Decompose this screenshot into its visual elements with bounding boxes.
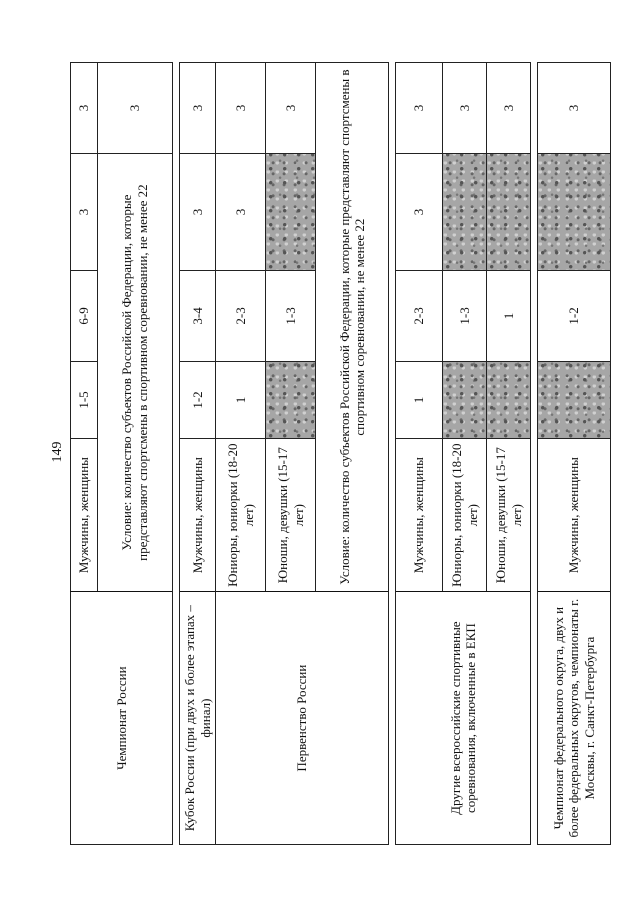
group-cell: Юниоры, юниорки (18-20 лет) — [216, 439, 266, 592]
place-cell: 3 — [98, 63, 173, 154]
place-cell: 3 — [487, 63, 531, 154]
event-name: Первенство России — [216, 592, 389, 845]
group-cell: Мужчины, женщины — [71, 439, 98, 592]
table-row — [396, 63, 443, 845]
row-separator — [531, 63, 538, 845]
place-cell: 3 — [443, 63, 487, 154]
event-name: Кубок России (при двух и более этапах – финал) — [180, 592, 216, 845]
event-name: Другие всероссийские спортивные соревнования, включенные в ЕКП — [396, 592, 531, 845]
place-cell: 2-3 — [396, 270, 443, 361]
qualification-table — [70, 62, 611, 845]
shaded-cell — [487, 153, 531, 270]
shaded-cell — [443, 361, 487, 438]
place-cell: 3 — [180, 153, 216, 270]
table-row — [180, 63, 216, 845]
place-cell: 3 — [396, 153, 443, 270]
place-cell: 6-9 — [71, 270, 98, 361]
place-cell: 1-3 — [266, 270, 316, 361]
place-cell: 1-2 — [538, 270, 611, 361]
place-cell: 3 — [180, 63, 216, 154]
place-cell: 3 — [396, 63, 443, 154]
place-cell: 3 — [216, 63, 266, 154]
group-cell: Мужчины, женщины — [396, 439, 443, 592]
event-name: Чемпионат России — [71, 592, 173, 845]
place-cell: 2-3 — [216, 270, 266, 361]
page-number: 149 — [50, 441, 65, 463]
event-name: Чемпионат федерального округа, двух и более федеральных округов, чемпионаты г. Москвы, г. Санкт-Петербурга — [538, 592, 611, 845]
place-cell: 3 — [71, 153, 98, 270]
place-cell: 1-2 — [180, 361, 216, 438]
place-cell: 1 — [216, 361, 266, 438]
place-cell: 1 — [396, 361, 443, 438]
place-cell: 3 — [538, 63, 611, 154]
shaded-cell — [487, 361, 531, 438]
place-cell: 1-3 — [443, 270, 487, 361]
shaded-cell — [538, 361, 611, 438]
place-cell: 3 — [216, 153, 266, 270]
row-separator — [173, 63, 180, 845]
shaded-cell — [443, 153, 487, 270]
group-cell: Юноши, девушки (15-17 лет) — [266, 439, 316, 592]
shaded-cell — [538, 153, 611, 270]
condition-text: Условие: количество субъектов Российской Федерации, которые представляют спортсмены в спортивном соревновании, не менее 22 — [316, 63, 389, 592]
place-cell: 3-4 — [180, 270, 216, 361]
group-cell: Мужчины, женщины — [538, 439, 611, 592]
group-cell: Мужчины, женщины — [180, 439, 216, 592]
shaded-cell — [266, 153, 316, 270]
table-row — [538, 63, 611, 845]
place-cell: 1-5 — [71, 361, 98, 438]
rotated-table-wrapper — [70, 62, 597, 845]
condition-text: Условие: количество субъектов Российской Федерации, которые представляют спортсмены в спортивном соревновании, не менее 22 — [98, 153, 173, 591]
place-cell: 1 — [487, 270, 531, 361]
row-separator — [389, 63, 396, 845]
shaded-cell — [266, 361, 316, 438]
table-row — [71, 63, 98, 845]
group-cell: Юноши, девушки (15-17 лет) — [487, 439, 531, 592]
table-row — [216, 63, 266, 845]
place-cell: 3 — [71, 63, 98, 154]
group-cell: Юниоры, юниорки (18-20 лет) — [443, 439, 487, 592]
place-cell: 3 — [266, 63, 316, 154]
